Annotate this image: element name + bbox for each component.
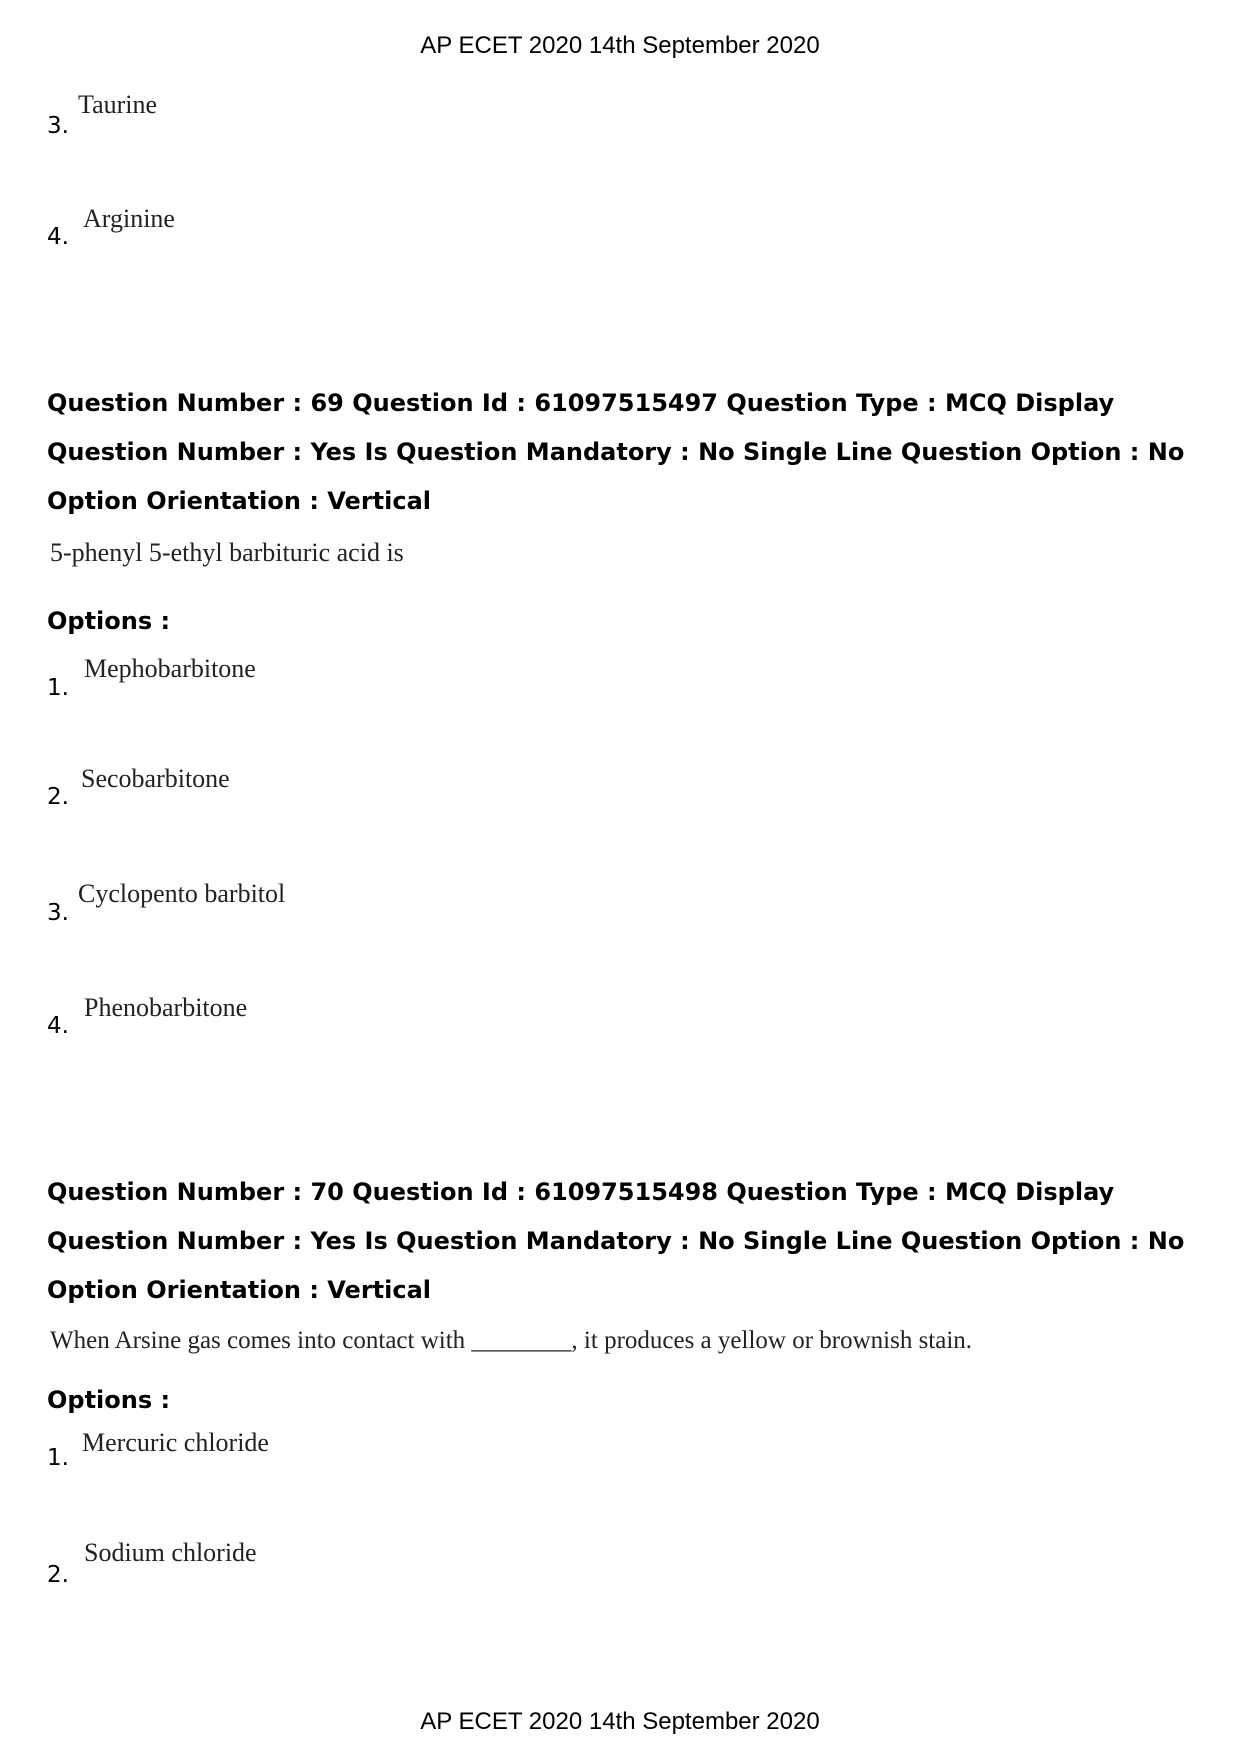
page-header: AP ECET 2020 14th September 2020 [420, 32, 820, 59]
option-text: Cyclopento barbitol [78, 879, 286, 908]
option-text: Secobarbitone [81, 764, 230, 793]
option-number: 2. [47, 784, 69, 810]
option-number: 1. [47, 675, 69, 701]
option-text: Arginine [83, 204, 175, 233]
option-text: Mephobarbitone [84, 654, 256, 683]
options-label: Options : [47, 607, 171, 635]
option-number: 2. [47, 1562, 69, 1588]
page-footer: AP ECET 2020 14th September 2020 [420, 1708, 820, 1735]
question-header: Question Number : 69 Question Id : 61097515497 Question Type : MCQ Display Question Number : Yes Is Question Mandatory : No Single Line Question Option : No Option Orientation : Vertical [47, 389, 1185, 515]
question-text: When Arsine gas comes into contact with ________, it produces a yellow or brownish stain. [50, 1327, 973, 1354]
option-number: 4. [47, 1013, 69, 1039]
option-number: 3. [47, 900, 69, 926]
option-text: Mercuric chloride [82, 1428, 269, 1457]
option-text: Phenobarbitone [84, 993, 248, 1022]
option-text: Taurine [78, 90, 158, 119]
option-number: 1. [47, 1445, 69, 1471]
question-header: Question Number : 70 Question Id : 61097515498 Question Type : MCQ Display Question Number : Yes Is Question Mandatory : No Single Line Question Option : No Option Orientation : Vertical [47, 1178, 1185, 1304]
options-label: Options : [47, 1386, 171, 1414]
question-text: 5-phenyl 5-ethyl barbituric acid is [50, 538, 404, 567]
option-number: 4. [47, 224, 69, 250]
option-number: 3. [47, 113, 69, 139]
option-text: Sodium chloride [84, 1538, 257, 1567]
